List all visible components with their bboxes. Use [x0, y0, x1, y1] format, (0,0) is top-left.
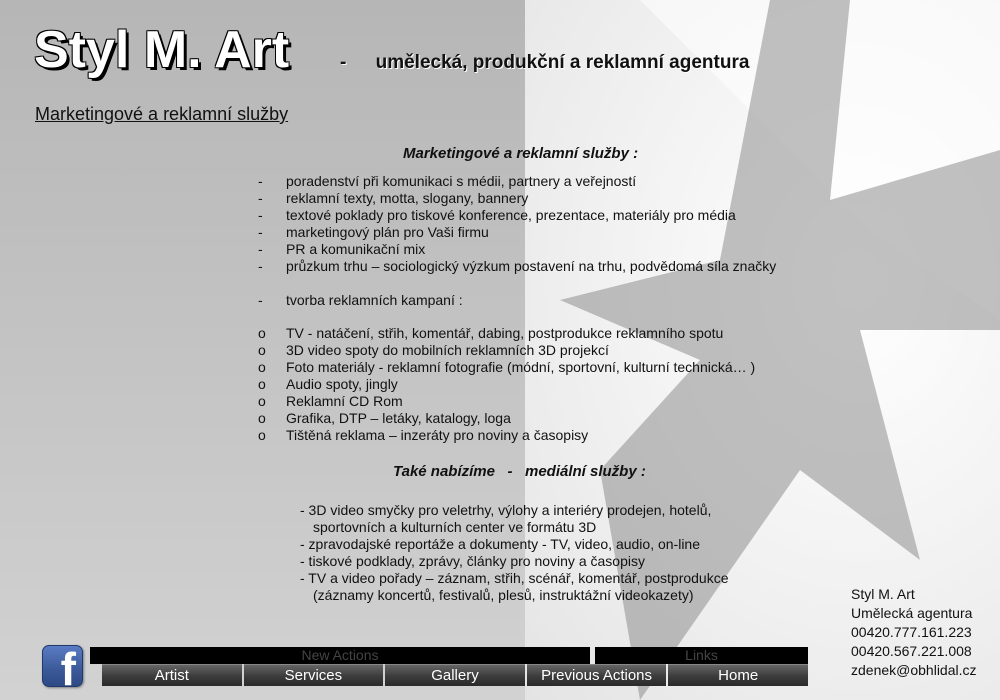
list-item: - zpravodajské reportáže a dokumenty - TV, video, audio, on-line	[300, 536, 701, 552]
list-item	[258, 427, 755, 444]
subtitle-dash: -	[340, 52, 347, 73]
list-item: - 3D video smyčky pro veletrhy, výlohy a interiéry prodejen, hotelů,	[300, 502, 712, 518]
site-title: Styl M. Art	[34, 21, 290, 79]
list-item	[258, 342, 755, 359]
campaign-label	[258, 292, 463, 309]
main-navigation	[102, 664, 808, 686]
list-item	[258, 393, 755, 410]
nav-previous-actions-button[interactable]: Previous Actions	[527, 664, 667, 686]
list-bullet: -	[258, 173, 263, 189]
nav-new-actions[interactable]: New Actions	[90, 647, 590, 664]
list-item	[258, 241, 776, 258]
media-services-list	[300, 502, 729, 604]
list-item-text: 3D video spoty do mobilních reklamních 3D projekcí	[286, 342, 609, 358]
list-item	[258, 224, 776, 241]
list-item	[258, 359, 755, 376]
list-item-text: PR a komunikační mix	[286, 241, 426, 257]
list-item-text: Foto materiály - reklamní fotografie (módní, sportovní, kulturní technická… )	[286, 359, 756, 375]
campaign-label-text: tvorba reklamních kampaní :	[286, 292, 463, 308]
list-item	[258, 207, 776, 224]
list-item-text: průzkum trhu – sociologický výzkum postavení na trhu, podvědomá síla značky	[286, 258, 777, 274]
list-bullet: o	[258, 410, 266, 426]
list-item: - TV a video pořady – záznam, střih, scénář, komentář, postprodukce	[300, 570, 729, 586]
list-bullet: o	[258, 376, 266, 392]
list-item	[258, 376, 755, 393]
media-heading: Také nabízíme - mediální služby :	[393, 463, 646, 480]
list-item-text: textové poklady pro tiskové konference, prezentace, materiály pro média	[286, 207, 736, 223]
list-bullet: o	[258, 325, 266, 341]
list-bullet: -	[258, 224, 263, 240]
list-bullet: -	[258, 207, 263, 223]
contact-phone-2: 00420.567.221.008	[851, 643, 972, 659]
nav-artist-button[interactable]: Artist	[102, 664, 242, 686]
list-item-text: marketingový plán pro Vaši firmu	[286, 224, 489, 240]
list-bullet: o	[258, 359, 266, 375]
facebook-icon[interactable]	[42, 645, 83, 687]
nav-gallery-button[interactable]: Gallery	[385, 664, 525, 686]
contact-email[interactable]: zdenek@obhlidal.cz	[851, 662, 977, 678]
list-bullet: -	[258, 258, 263, 274]
nav-home-button[interactable]: Home	[668, 664, 808, 686]
list-item-text: poradenství při komunikaci s médii, partnery a veřejností	[286, 173, 637, 189]
list-item	[258, 258, 776, 275]
marketing-services-list	[258, 173, 776, 275]
list-bullet: -	[258, 190, 263, 206]
list-item: sportovních a kulturních center ve formátu 3D	[313, 519, 597, 535]
list-item	[258, 325, 755, 342]
site-subtitle	[340, 52, 749, 74]
list-bullet: -	[258, 241, 263, 257]
facebook-glyph: f	[60, 645, 76, 687]
page-heading: Marketingové a reklamní služby	[35, 104, 289, 124]
list-item	[258, 410, 755, 427]
contact-name: Styl M. Art	[851, 586, 915, 602]
subtitle-text: umělecká, produkční a reklamní agentura	[375, 52, 750, 73]
list-bullet: o	[258, 342, 266, 358]
list-item: - tiskové podklady, zprávy, články pro noviny a časopisy	[300, 553, 645, 569]
list-bullet: o	[258, 427, 266, 443]
list-item: (záznamy koncertů, festivalů, plesů, instruktážní videokazety)	[313, 587, 694, 603]
list-item-text: TV - natáčení, střih, komentář, dabing, postprodukce reklamního spotu	[286, 325, 724, 341]
list-item-text: Reklamní CD Rom	[286, 393, 403, 409]
contact-phone-1: 00420.777.161.223	[851, 624, 972, 640]
list-bullet: -	[258, 292, 263, 308]
campaign-label-list	[258, 292, 463, 309]
list-item	[258, 173, 776, 190]
campaign-items-list	[258, 325, 755, 444]
contact-agency: Umělecká agentura	[851, 605, 973, 621]
nav-services-button[interactable]: Services	[244, 664, 384, 686]
list-bullet: o	[258, 393, 266, 409]
list-item-text: reklamní texty, motta, slogany, bannery	[286, 190, 529, 206]
list-item	[258, 190, 776, 207]
list-item-text: Grafika, DTP – letáky, katalogy, loga	[286, 410, 511, 426]
marketing-heading: Marketingové a reklamní služby :	[403, 145, 639, 162]
nav-links[interactable]: Links	[595, 647, 808, 664]
list-item-text: Tištěná reklama – inzeráty pro noviny a časopisy	[286, 427, 589, 443]
list-item-text: Audio spoty, jingly	[286, 376, 398, 392]
contact-block	[851, 585, 977, 680]
